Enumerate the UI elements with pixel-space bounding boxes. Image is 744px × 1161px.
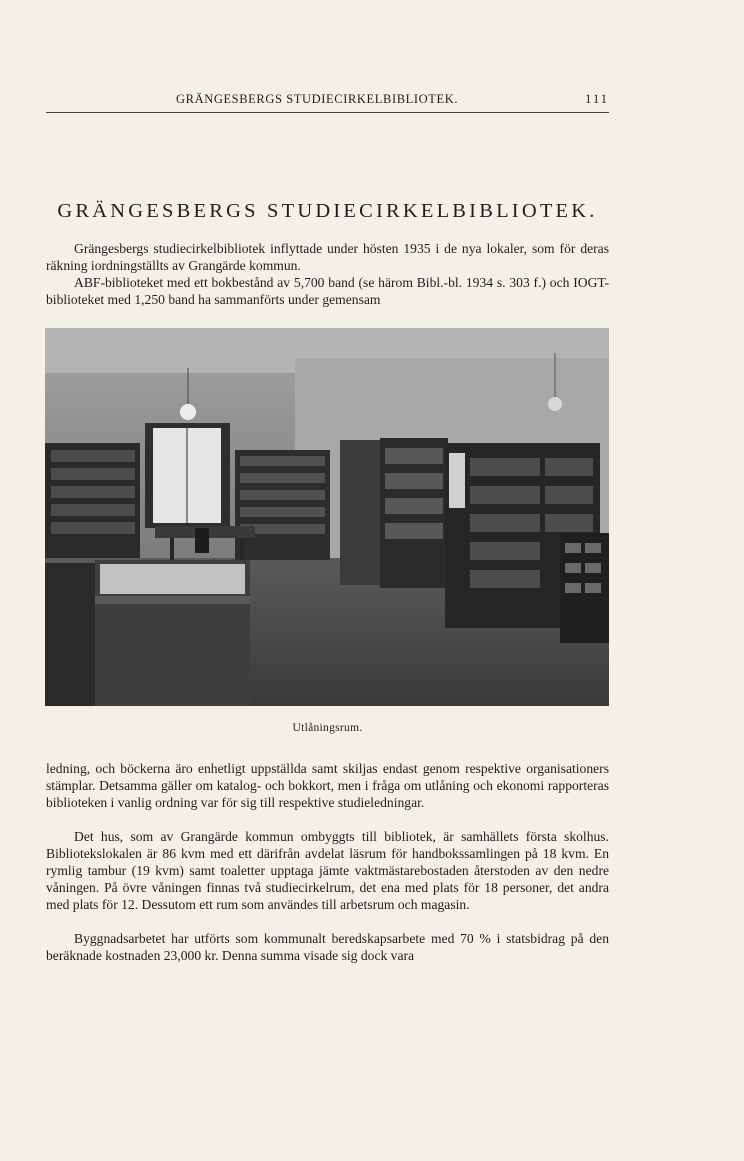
paragraph-intro: Grängesbergs studiecirkelbibliotek inflyttade under hösten 1935 i de nya lokaler, som för deras räkning iordningställts av Grangärde kommun. [46,241,609,273]
paragraph-organization: ledning, och böckerna äro enhetligt uppställda samt skiljas endast genom respektive organisationers stämplar. Detsamma gäller om katalog- och bokkort, men i fråga om utlåning och ekonomi rapporteras biblioteken i vanlig ordning var för sig till respektive studieledningar. [46,761,609,810]
paragraph-building: Det hus, som av Grangärde kommun ombyggts till bibliotek, är samhällets första skolhus. Bibliotekslokalen är 86 kvm med ett därifrån avdelat läsrum för handbokssamlingen på 18 kvm. En rymlig tambur (19 kvm) samt toaletter upptaga jämte vaktmästarebostaden återstoden av den nedre våningen. På övre våningen finnas två studiecirkelrum, det ena med plats för 18 personer, det andra med plats för 12. Dessutom ett rum som användes till arbetsrum och magasin. [46,829,609,912]
paragraph-construction: Byggnadsarbetet har utförts som kommunalt beredskapsarbete med 70 % i statsbidrag på den beräknade kostnaden 23,000 kr. Denna summa visade sig dock vara [46,931,609,963]
photo-caption: Utlåningsrum. [292,722,363,734]
article-title: GRÄNGESBERGS STUDIECIRKELBIBLIOTEK. [57,200,598,222]
page-number: 111 [585,92,609,106]
running-header [46,90,609,113]
running-title: GRÄNGESBERGS STUDIECIRKELBIBLIOTEK. [176,92,459,106]
library-photo [45,328,609,706]
paragraph-collections: ABF-biblioteket med ett bokbestånd av 5,700 band (se härom Bibl.-bl. 1934 s. 303 f.) och IOGT-biblioteket med 1,250 band ha sammanförts under gemensam [46,275,609,307]
